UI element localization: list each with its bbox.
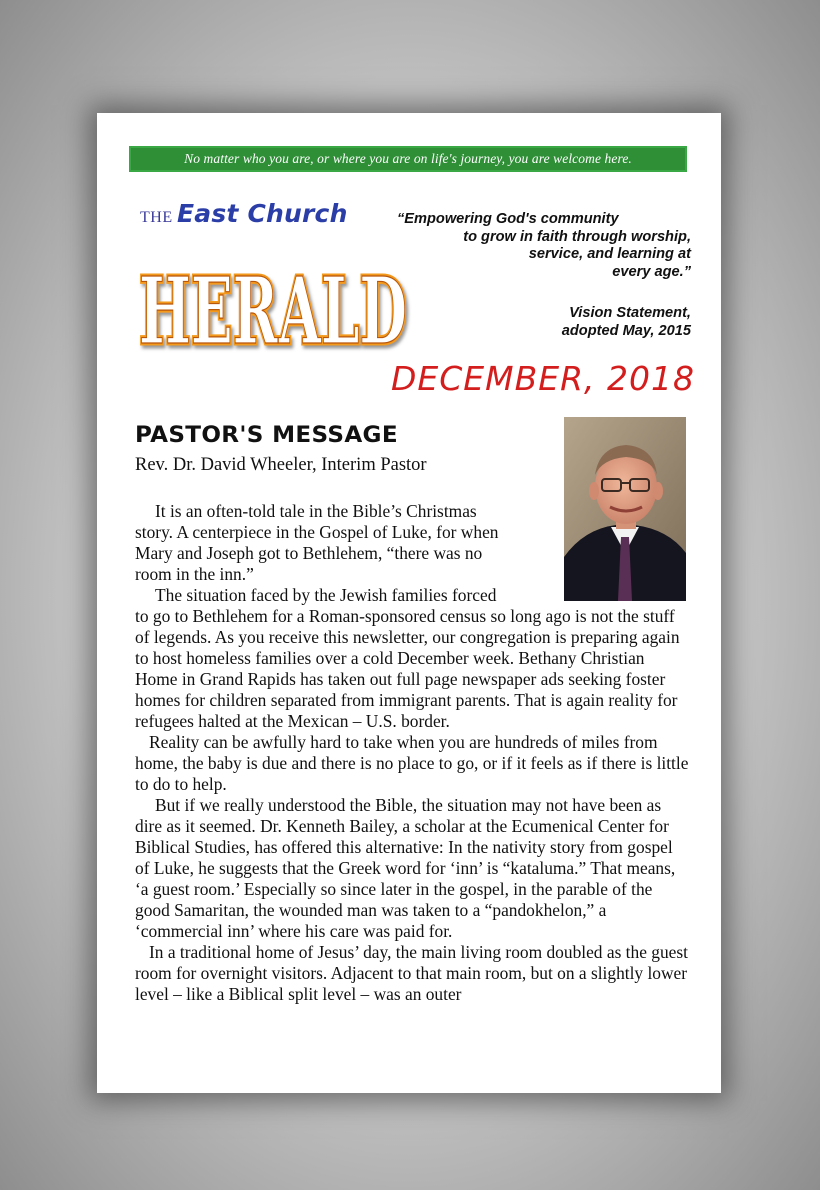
vision-source [477, 304, 691, 340]
article-paragraph: But if we really understood the Bible, the situation may not have been as dire as it seemed. Dr. Kenneth Bailey, a scholar at the Ecumenical Center for Biblical Studies, has offered this alternative: In the nativity story from gospel of Luke, he suggests that the Greek word for ‘inn’ is “kataluma.” That means, ‘a guest room.’ Especially so since later in the gospel, in the parable of the good Samaritan, the wounded man was taken to a “pandokhelon,” a ‘commercial inn’ where his care was paid for. [135, 795, 676, 941]
vision-statement [337, 211, 691, 281]
herald-wordmark: HERALD [139, 263, 407, 355]
vision-line: “Empowering God's community [397, 211, 619, 227]
issue-date: DECEMBER, 2018 [390, 359, 695, 398]
article-line: Mary and Joseph got to Bethlehem, “there was no [135, 543, 483, 563]
vision-source-line: adopted May, 2015 [561, 323, 691, 339]
newsletter-page [97, 113, 721, 1093]
church-name: East Church [177, 199, 348, 228]
article-line: room in the inn.” [135, 564, 254, 584]
vision-source-line: Vision Statement, [569, 305, 691, 321]
article-paragraph: In a traditional home of Jesus’ day, the main living room doubled as the guest room for overnight visitors. Adjacent to that main room, but on a slightly lower level – like a Biblical split level – was an outer [135, 942, 688, 1004]
article-title: PASTOR'S MESSAGE [135, 423, 398, 448]
article-line: The situation faced by the Jewish families forced [155, 585, 497, 605]
welcome-tagline: No matter who you are, or where you are on life's journey, you are welcome here. [184, 151, 632, 166]
vision-line: every age.” [612, 263, 691, 280]
article-paragraph: to go to Bethlehem for a Roman-sponsored census so long ago is not the stuff of legends. As you receive this newsletter, our congregation is preparing again to host homeless families over a cold December week. Bethany Christian Home in Grand Rapids has taken out full page newspaper ads seeking foster homes for children separated from immigrant parents. That is again reality for refugees halted at the Mexican – U.S. border. [135, 606, 680, 731]
welcome-banner [129, 146, 687, 172]
vision-line: service, and learning at [528, 246, 691, 263]
article-body [135, 501, 691, 1005]
article-byline: Rev. Dr. David Wheeler, Interim Pastor [135, 455, 427, 475]
vision-line: to grow in faith through worship, [463, 228, 691, 245]
herald-wordmark-outline: HERALD [139, 263, 407, 355]
article-line: story. A centerpiece in the Gospel of Luke, for when [135, 522, 499, 542]
masthead-the: THE [140, 209, 173, 226]
article-paragraph: Reality can be awfully hard to take when you are hundreds of miles from home, the baby is due and there is no place to go, or if it feels as if there is little to do to help. [135, 732, 689, 794]
article-line: It is an often-told tale in the Bible’s Christmas [155, 501, 477, 521]
